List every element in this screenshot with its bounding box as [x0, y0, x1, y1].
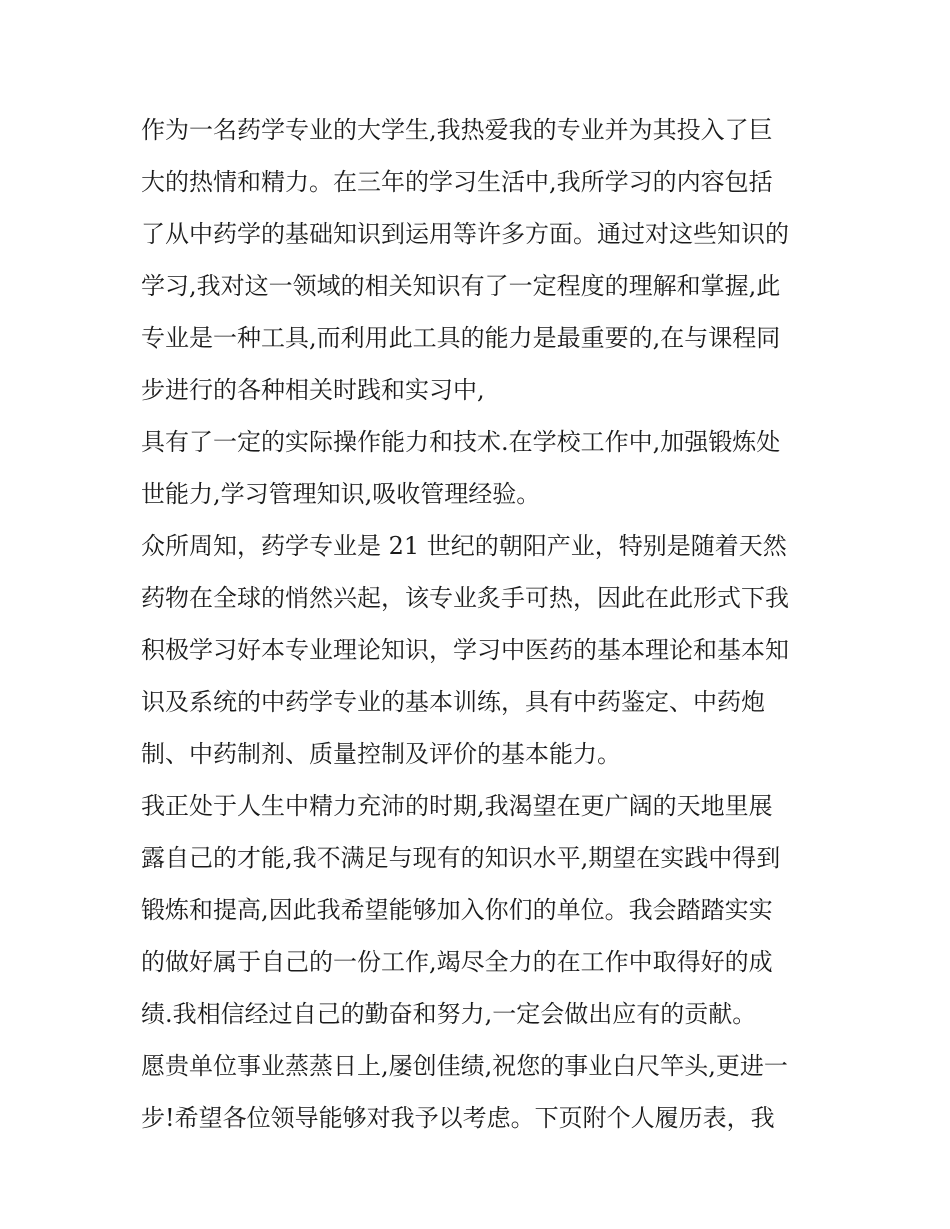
text-line: 愿贵单位事业蒸蒸日上,屡创佳绩,祝您的事业白尺竿头,更进一 [141, 1052, 788, 1080]
text-line: 露自己的才能,我不满足与现有的知识水平,期望在实践中得到 [141, 844, 781, 872]
text-line: 识及系统的中药学专业的基本训练，具有中药鉴定、中药炮 [141, 688, 765, 716]
text-line: 步进行的各种相关时践和实习中, [141, 376, 485, 404]
text-line: 绩.我相信经过自己的勤奋和努力,一定会做出应有的贡献。 [141, 1000, 757, 1028]
text-line: 了从中药学的基础知识到运用等许多方面。通过对这些知识的 [141, 220, 789, 248]
text-line: 制、中药制剂、质量控制及评价的基本能力。 [141, 740, 621, 768]
text-line: 药物在全球的悄然兴起，该专业炙手可热，因此在此形式下我 [141, 584, 789, 612]
text-line: 学习,我对这一领域的相关知识有了一定程度的理解和掌握,此 [141, 272, 781, 300]
text-line: 专业是一种工具,而利用此工具的能力是最重要的,在与课程同 [141, 324, 781, 352]
text-line: 大的热情和精力。在三年的学习生活中,我所学习的内容包括 [141, 168, 773, 196]
text-line: 锻炼和提高,因此我希望能够加入你们的单位。我会踏踏实实 [141, 896, 773, 924]
text-line: 作为一名药学专业的大学生,我热爱我的专业并为其投入了巨 [141, 116, 773, 144]
text-line: 步!希望各位领导能够对我予以考虑。下页附个人履历表，我 [141, 1104, 775, 1132]
letter-body [141, 104, 821, 1144]
text-line: 的做好属于自己的一份工作,竭尽全力的在工作中取得好的成 [141, 948, 773, 976]
text-line: 我正处于人生中精力充沛的时期,我渴望在更广阔的天地里展 [141, 792, 773, 820]
text-line: 具有了一定的实际操作能力和技术.在学校工作中,加强锻炼处 [141, 428, 781, 456]
text-line: 积极学习好本专业理论知识，学习中医药的基本理论和基本知 [141, 636, 789, 664]
text-line: 世能力,学习管理知识,吸收管理经验。 [141, 480, 541, 508]
text-line: 众所周知，药学专业是 21 世纪的朝阳产业，特别是随着天然 [141, 532, 787, 560]
